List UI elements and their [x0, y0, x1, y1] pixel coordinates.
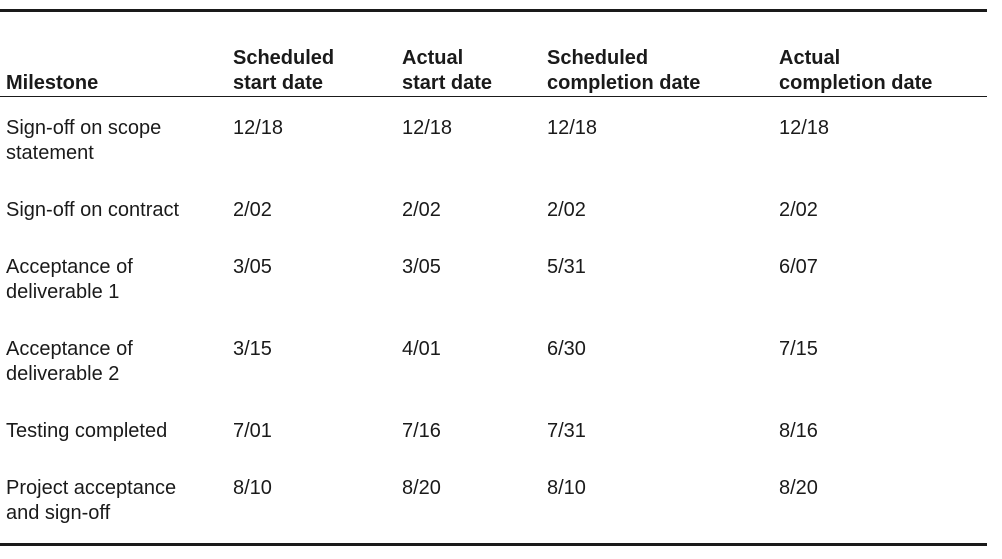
cell-actual-completion: [773, 325, 987, 407]
cell-text: 6/30: [547, 338, 586, 360]
cell-scheduled-completion: [541, 186, 773, 243]
cell-scheduled-completion: [541, 325, 773, 407]
header-label: Actual completion date: [779, 47, 933, 94]
cell-scheduled-completion: [541, 104, 773, 186]
cell-actual-start: [396, 325, 541, 407]
cell-text: Acceptance of deliverable 1: [6, 256, 133, 303]
cell-text: 8/10: [547, 477, 586, 499]
cell-text: Sign-off on contract: [6, 199, 180, 221]
cell-scheduled-start: [227, 464, 396, 546]
cell-text: 3/15: [233, 338, 272, 360]
cell-text: 2/02: [233, 199, 272, 221]
cell-milestone: [0, 186, 227, 243]
cell-text: 8/20: [402, 477, 441, 499]
cell-actual-start: [396, 407, 541, 464]
cell-text: 3/05: [402, 256, 441, 278]
table-row: [0, 464, 987, 546]
header-label: Milestone: [6, 72, 99, 94]
table-row: [0, 104, 987, 186]
header-actual-completion: [773, 12, 987, 104]
cell-scheduled-start: [227, 407, 396, 464]
cell-milestone: [0, 407, 227, 464]
cell-actual-completion: [773, 186, 987, 243]
cell-scheduled-completion: [541, 464, 773, 546]
table-row: [0, 407, 987, 464]
cell-milestone: [0, 104, 227, 186]
header-row: [0, 12, 987, 104]
cell-actual-start: [396, 464, 541, 546]
cell-milestone: [0, 464, 227, 546]
table-row: [0, 325, 987, 407]
header-actual-start: [396, 12, 541, 104]
cell-text: 7/31: [547, 420, 586, 442]
cell-text: 12/18: [233, 117, 284, 139]
cell-scheduled-start: [227, 243, 396, 325]
cell-text: 7/01: [233, 420, 272, 442]
table-row: [0, 186, 987, 243]
header-scheduled-completion: [541, 12, 773, 104]
cell-scheduled-start: [227, 325, 396, 407]
cell-text: 4/01: [402, 338, 441, 360]
cell-text: 2/02: [547, 199, 586, 221]
header-label: Scheduled start date: [233, 47, 335, 94]
cell-milestone: [0, 243, 227, 325]
cell-scheduled-completion: [541, 243, 773, 325]
cell-text: 12/18: [547, 117, 598, 139]
cell-text: 3/05: [233, 256, 272, 278]
cell-scheduled-start: [227, 186, 396, 243]
cell-text: 2/02: [779, 199, 818, 221]
cell-text: Testing completed: [6, 420, 168, 442]
cell-text: 6/07: [779, 256, 818, 278]
header-milestone: [0, 12, 227, 104]
cell-text: 12/18: [779, 117, 830, 139]
cell-text: 7/15: [779, 338, 818, 360]
cell-text: 8/20: [779, 477, 818, 499]
cell-text: 7/16: [402, 420, 441, 442]
cell-text: 8/10: [233, 477, 272, 499]
cell-text: 2/02: [402, 199, 441, 221]
cell-scheduled-completion: [541, 407, 773, 464]
cell-text: Acceptance of deliverable 2: [6, 338, 133, 385]
cell-actual-start: [396, 186, 541, 243]
cell-text: 12/18: [402, 117, 453, 139]
cell-actual-start: [396, 243, 541, 325]
cell-actual-completion: [773, 407, 987, 464]
header-label: Scheduled completion date: [547, 47, 701, 94]
header-label: Actual start date: [402, 47, 493, 94]
cell-scheduled-start: [227, 104, 396, 186]
cell-actual-start: [396, 104, 541, 186]
milestone-table: [0, 12, 987, 546]
cell-actual-completion: [773, 104, 987, 186]
cell-text: Project acceptance and sign-off: [6, 477, 177, 524]
header-scheduled-start: [227, 12, 396, 104]
table-row: [0, 243, 987, 325]
cell-milestone: [0, 325, 227, 407]
cell-actual-completion: [773, 243, 987, 325]
cell-text: 5/31: [547, 256, 586, 278]
cell-text: Sign-off on scope statement: [6, 117, 162, 164]
cell-actual-completion: [773, 464, 987, 546]
cell-text: 8/16: [779, 420, 818, 442]
